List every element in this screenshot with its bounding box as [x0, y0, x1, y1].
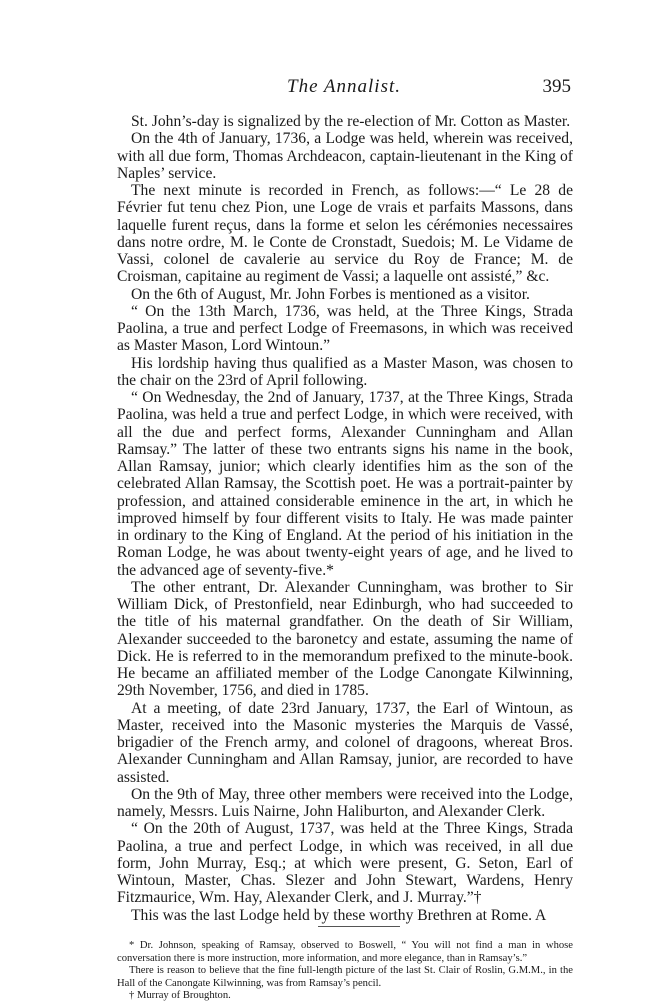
page-number: 395	[542, 76, 571, 97]
paragraph: On the 4th of January, 1736, a Lodge was held, wherein was received, with all due form, Thomas Archdeacon, captain-lieutenant in the King of Naples’ service.	[117, 130, 573, 182]
paragraph: At a meeting, of date 23rd January, 1737, the Earl of Wintoun, as Master, received into the Masonic mysteries the Marquis de Vassé, brigadier of the French army, and colonel of dragoons, whereat Bros. Alexander Cunningham and Allan Ramsay, junior, are recorded to have assisted.	[117, 699, 573, 786]
running-header	[117, 76, 571, 100]
paragraph: “ On the 13th March, 1736, was held, at the Three Kings, Strada Paolina, a true and perfect Lodge of Freemasons, in which was received as Master Mason, Lord Wintoun.”	[117, 302, 573, 355]
body-text	[117, 113, 573, 924]
paragraph: St. John’s-day is signalized by the re-election of Mr. Cotton as Master.	[131, 113, 571, 130]
running-title: The Annalist.	[287, 76, 401, 97]
paragraph: The other entrant, Dr. Alexander Cunningham, was brother to Sir William Dick, of Prestonfield, near Edinburgh, who had succeeded to the title of his maternal grandfather. On the death of Sir William, Alexander succeeded to the baronetcy and estate, assuming the name of Dick. He is referred to in the memorandum prefixed to the minute-book. He became an affiliated member of the Lodge Canongate Kilwinning, 29th November, 1756, and died in 1785.	[117, 578, 573, 700]
paragraph: “ On the 20th of August, 1737, was held at the Three Kings, Strada Paolina, a true and perfect Lodge, in which was received, in all due form, John Murray, Esq.; at which were present, G. Seton, Earl of Wintoun, Master, Chas. Slezer and John Stewart, Wardens, Henry Fitzmaurice, Wm. Hay, Alexander Clerk, and J. Murray.”†	[117, 820, 573, 907]
footnote: There is reason to believe that the fine full-length picture of the last St. Clair of Roslin, G.M.M., in the Hall of the Canongate Kilwinning, was from Ramsay’s pencil.	[117, 965, 573, 989]
footnote: † Murray of Broughton.	[129, 990, 231, 1002]
paragraph: “ On Wednesday, the 2nd of January, 1737, at the Three Kings, Strada Paolina, was held a true and perfect Lodge, in which were received, with all the due and perfect forms, Alexander Cunningham and Allan Ramsay.” The latter of these two entrants signs his name in the book, Allan Ramsay, junior; which clearly identifies him as the son of the celebrated Allan Ramsay, the Scottish poet. He was a portrait-painter by profession, and attained considerable eminence in the art, in which he improved himself by four different visits to Italy. He was made painter in ordinary to the King of England. At the period of his initiation in the Roman Lodge, he was about twenty-eight years of age, and he lived to the advanced age of seventy-five.*	[117, 389, 573, 579]
paragraph: On the 9th of May, three other members were received into the Lodge, namely, Messrs. Luis Nairne, John Haliburton, and Alexander Clerk.	[117, 785, 573, 820]
footnote-divider	[318, 926, 400, 927]
paragraph: His lordship having thus qualified as a Master Mason, was chosen to the chair on the 23rd of April following.	[117, 354, 573, 389]
footnotes	[117, 940, 573, 1003]
footnote: * Dr. Johnson, speaking of Ramsay, observed to Boswell, “ You will not find a man in whose conversation there is more instruction, more information, and more elegance, than in Ramsay’s.”	[117, 940, 573, 964]
paragraph: The next minute is recorded in French, as follows:—“ Le 28 de Février fut tenu chez Pion, une Loge de vrais et parfaits Massons, dans laquelle furent reçus, dans la forme et selon les cérémonies necessaires dans notre ordre, M. le Conte de Cronstadt, Suedois; M. Le Vidame de Vassi, colonel de cavalerie au service du Roy de France; M. de Croisman, capitaine au regiment de Vassi; a laquelle ont assisté,” &c.	[117, 182, 573, 286]
paragraph: This was the last Lodge held by these worthy Brethren at Rome. A	[131, 906, 547, 924]
paragraph: On the 6th of August, Mr. John Forbes is mentioned as a visitor.	[131, 285, 530, 303]
